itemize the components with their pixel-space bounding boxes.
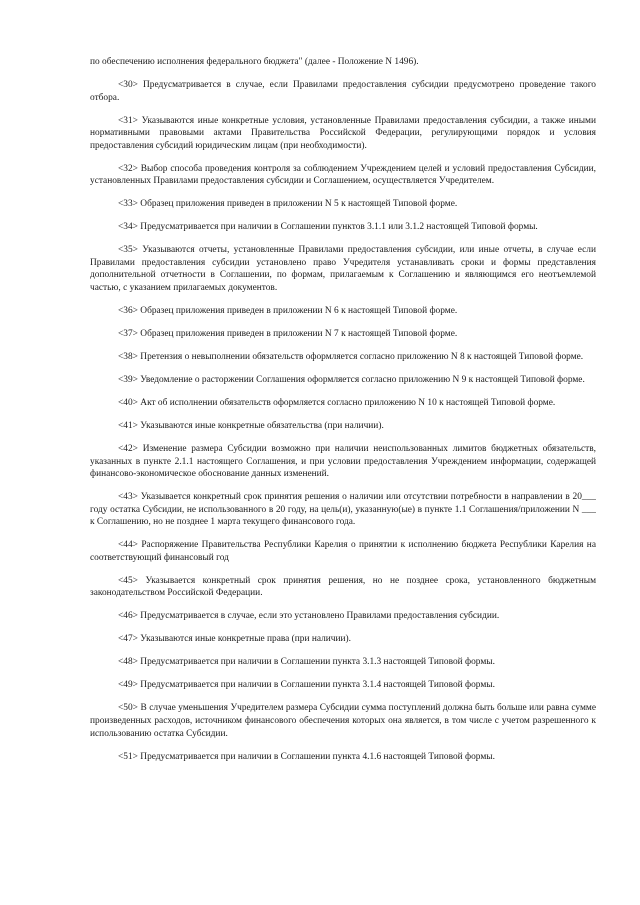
- footnote-47: <47> Указываются иные конкретные права (при наличии).: [118, 634, 352, 645]
- footnote-51: <51> Предусматривается при наличии в Соглашении пункта 4.1.6 настоящей Типовой формы.: [118, 751, 495, 762]
- footnote-45: <45> Указывается конкретный срок принятия решения, но не позднее срока, установленного бюджетным законодательством Российской Федерации.: [90, 575, 596, 599]
- footnote-continuation: по обеспечению исполнения федерального бюджета" (далее - Положение N 1496).: [90, 57, 419, 67]
- footnote-49: <49> Предусматривается при наличии в Соглашении пункта 3.1.4 настоящей Типовой формы.: [118, 680, 495, 691]
- footnote-42: <42> Изменение размера Субсидии возможно при наличии неиспользованных лимитов бюджетных обязательств, указанных в пункте 2.1.1 настоящего Соглашения, и при условии предоставления Учреждением информации, содержащей финансово-экономическое обоснование данных изменений.: [90, 443, 596, 480]
- footnote-40: <40> Акт об исполнении обязательств оформляется согласно приложению N 10 к настоящей Типовой форме.: [118, 397, 556, 408]
- footnote-36: <36> Образец приложения приведен в приложении N 6 к настоящей Типовой форме.: [118, 306, 458, 317]
- footnote-41: <41> Указываются иные конкретные обязательства (при наличии).: [118, 420, 384, 431]
- footnote-34: <34> Предусматривается при наличии в Соглашении пунктов 3.1.1 или 3.1.2 настоящей Типовой формы.: [118, 222, 538, 233]
- footnote-30: <30> Предусматривается в случае, если Правилами предоставления субсидии предусмотрено проведение такого отбора.: [90, 79, 596, 103]
- footnote-50: <50> В случае уменьшения Учредителем размера Субсидии сумма поступлений должна быть больше или равна сумме произведенных расходов, источником финансового обеспечения которых она является, в том числе с учетом разрешенного к использованию остатка Субсидии.: [90, 703, 596, 739]
- footnote-38: <38> Претензия о невыполнении обязательств оформляется согласно приложению N 8 к настоящей Типовой форме.: [118, 352, 584, 363]
- footnote-32: <32> Выбор способа проведения контроля за соблюдением Учреждением целей и условий предоставления Субсидии, установленных Правилами предоставления субсидии и Соглашением, осуществляется Учредителем.: [90, 163, 596, 187]
- footnote-31: <31> Указываются иные конкретные условия, установленные Правилами предоставления субсидии, а также иными нормативными правовыми актами Правительства Российской Федерации, регулирующими порядок и условия предоставления субсидий юридическим лицам (при необходимости).: [90, 115, 596, 151]
- footnote-46: <46> Предусматривается в случае, если это установлено Правилами предоставления субсидии.: [118, 611, 500, 622]
- footnote-43: <43> Указывается конкретный срок принятия решения о наличии или отсутствии потребности в направлении в 20___ году остатка Субсидии, не использованного в 20 году, на цель(и), указанную(ые) в пункте 1.1 Соглашения/приложении N ___ к Соглашению, но не позднее 1 марта текущего финансового года.: [90, 492, 596, 528]
- footnote-33: <33> Образец приложения приведен в приложении N 5 к настоящей Типовой форме.: [118, 199, 458, 210]
- footnote-39: <39> Уведомление о расторжении Соглашения оформляется согласно приложению N 9 к настоящей Типовой форме.: [118, 375, 585, 385]
- footnote-48: <48> Предусматривается при наличии в Соглашении пункта 3.1.3 настоящей Типовой формы.: [118, 657, 495, 668]
- footnote-35: <35> Указываются отчеты, установленные Правилами предоставления субсидии, или иные отчеты, в случае если Правилами предоставления субсидии установлено право Учредителя устанавливать сроки и формы представления дополнительной отчетности в Соглашении, по формам, прилагаемым к Соглашению и являющимся его неотъемлемой частью, с указанием прилагаемых документов.: [90, 245, 596, 294]
- footnote-44: <44> Распоряжение Правительства Республики Карелия о принятии к исполнению бюджета Республики Карелия на соответствующий финансовый год: [90, 540, 596, 563]
- footnote-37: <37> Образец приложения приведен в приложении N 7 к настоящей Типовой форме.: [118, 329, 458, 340]
